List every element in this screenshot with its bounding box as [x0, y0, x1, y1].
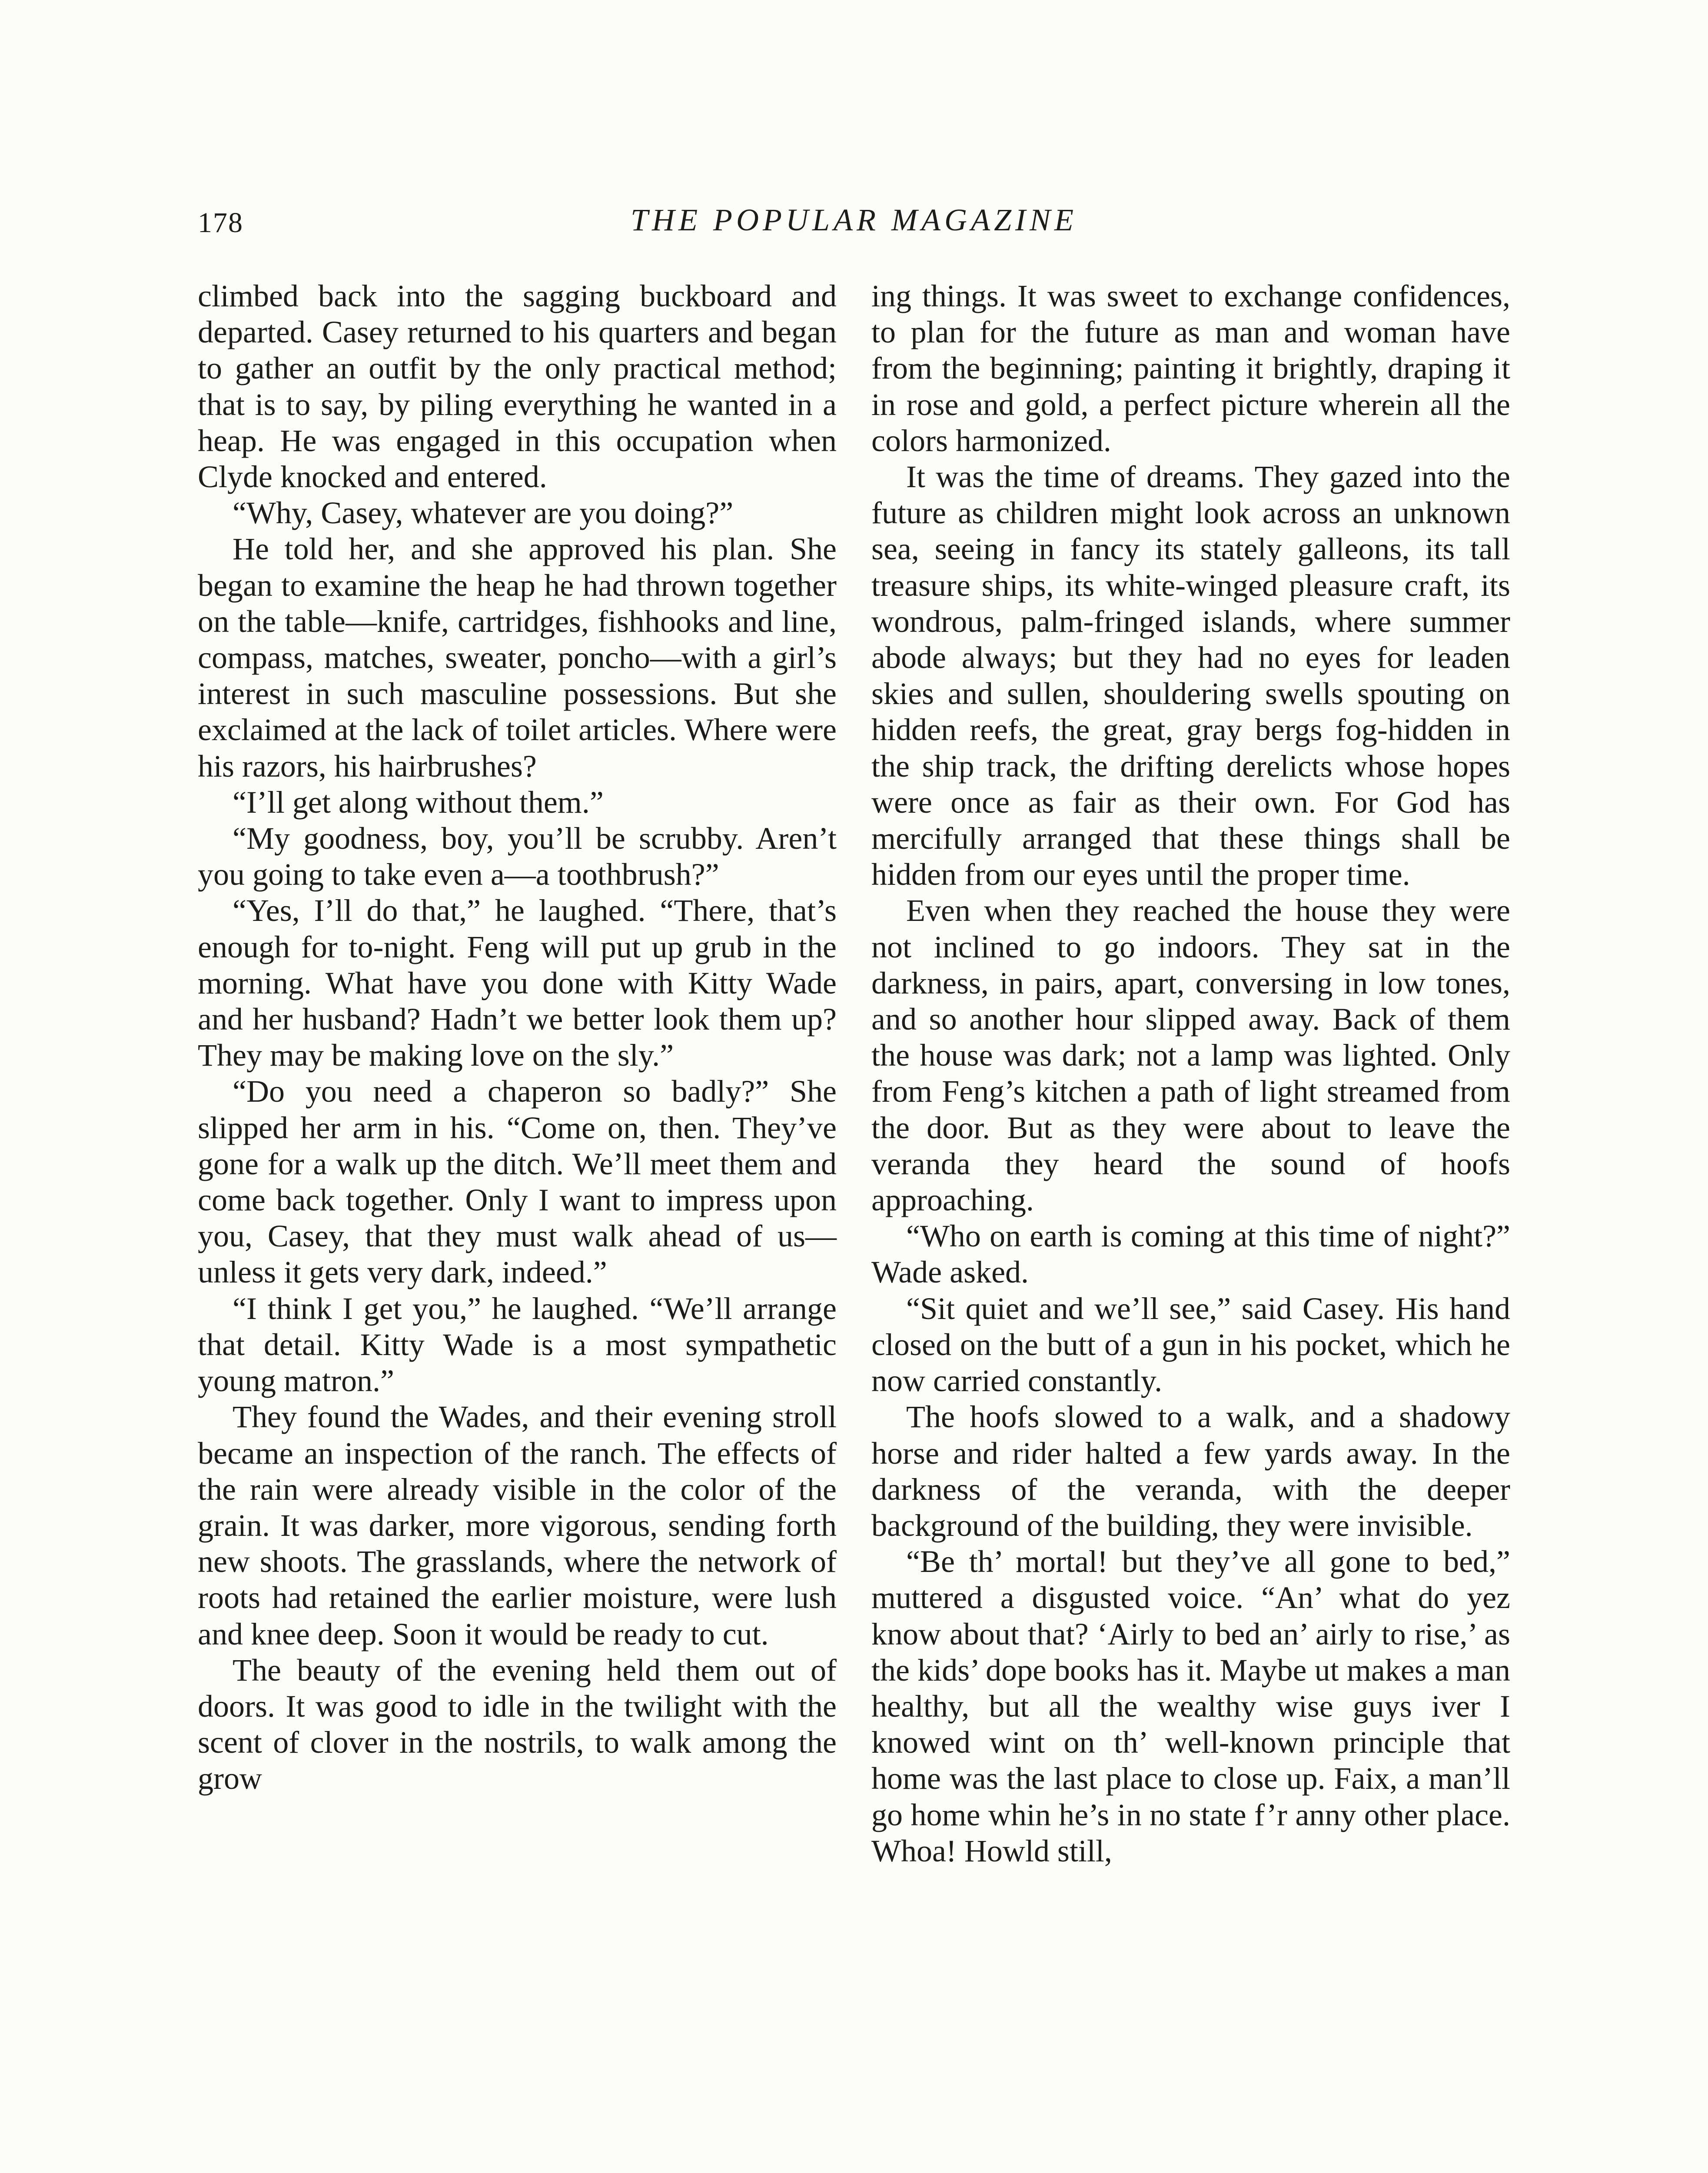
paragraph: “My goodness, boy, you’ll be scrubby. Aren’t you going to take even a—a toothbrush?”	[198, 821, 837, 892]
right-column	[871, 278, 1510, 1869]
paragraph: “Who on earth is coming at this time of night?” Wade asked.	[871, 1219, 1510, 1290]
paragraph: “Be th’ mortal! but they’ve all gone to bed,” muttered a disgusted voice. “An’ what do yez know about that? ‘Airly to bed an’ airly to rise,’ as the kids’ dope books has it. Maybe ut makes a man healthy, but all the wealthy wise guys iver I knowed wint on th’ well-known principle that home was the last place to close up. Faix, a man’ll go home whin he’s in no state f’r anny other place. Whoa! Howld still,	[871, 1544, 1510, 1868]
running-head	[198, 198, 1510, 250]
paragraph: “Sit quiet and we’ll see,” said Casey. His hand closed on the butt of a gun in his pocket, which he now carried constantly.	[871, 1291, 1510, 1399]
paragraph: climbed back into the sagging buckboard and departed. Casey returned to his quarters and began to gather an outfit by the only practical method; that is to say, by piling everything he wanted in a heap. He was engaged in this occupation when Clyde knocked and entered.	[198, 279, 837, 495]
paragraph: They found the Wades, and their evening stroll became an inspection of the ranch. The effects of the rain were already visible in the color of the grain. It was darker, more vigorous, sending forth new shoots. The grasslands, where the network of roots had retained the earlier moisture, were lush and knee deep. Soon it would be ready to cut.	[198, 1399, 837, 1651]
paragraph: “Why, Casey, whatever are you doing?”	[233, 495, 734, 531]
paragraph: The hoofs slowed to a walk, and a shadowy horse and rider halted a few yards away. In the darkness of the veranda, with the deeper background of the building, they were invisible.	[871, 1399, 1510, 1543]
paragraph: ing things. It was sweet to exchange confidences, to plan for the future as man and woman have from the beginning; painting it brightly, draping it in rose and gold, a perfect picture wherein all the colors harmonized.	[871, 279, 1510, 458]
page-number: 178	[198, 207, 243, 239]
magazine-title: THE POPULAR MAGAZINE	[631, 203, 1077, 237]
paragraph: “Yes, I’ll do that,” he laughed. “There, that’s enough for to-night. Feng will put up grub in the morning. What have you done with Kitty Wade and her husband? Hadn’t we better look them up? They may be making love on the sly.”	[198, 893, 837, 1073]
paragraph: It was the time of dreams. They gazed into the future as children might look across an unknown sea, seeing in fancy its stately galleons, its tall treasure ships, its white-winged pleasure craft, its wondrous, palm-fringed islands, where summer abode always; but they had no eyes for leaden skies and sullen, shouldering swells spouting on hidden reefs, the great, gray bergs fog-hidden in the ship track, the drifting derelicts whose hopes were once as fair as their own. For God has mercifully arranged that these things shall be hidden from our eyes until the proper time.	[871, 459, 1510, 892]
paragraph: “I think I get you,” he laughed. “We’ll arrange that detail. Kitty Wade is a most sympathetic young matron.”	[198, 1291, 837, 1399]
paragraph: “I’ll get along without them.”	[233, 784, 604, 820]
paragraph: “Do you need a chaperon so badly?” She slipped her arm in his. “Come on, then. They’ve gone for a walk up the ditch. We’ll meet them and come back together. Only I want to impress upon you, Casey, that they must walk ahead of us—unless it gets very dark, indeed.”	[198, 1074, 837, 1290]
paragraph: Even when they reached the house they were not inclined to go indoors. They sat in the darkness, in pairs, apart, conversing in low tones, and so another hour slipped away. Back of them the house was dark; not a lamp was lighted. Only from Feng’s kitchen a path of light streamed from the door. But as they were about to leave the veranda they heard the sound of hoofs approaching.	[871, 893, 1510, 1218]
paragraph: The beauty of the evening held them out of doors. It was good to idle in the twilight with the scent of clover in the nostrils, to walk among the grow	[198, 1652, 837, 1796]
left-column	[198, 278, 837, 1797]
paragraph: He told her, and she approved his plan. She began to examine the heap he had thrown together on the table—knife, cartridges, fishhooks and line, compass, matches, sweater, poncho—with a girl’s interest in such masculine possessions. But she exclaimed at the lack of toilet articles. Where were his razors, his hairbrushes?	[198, 532, 837, 784]
